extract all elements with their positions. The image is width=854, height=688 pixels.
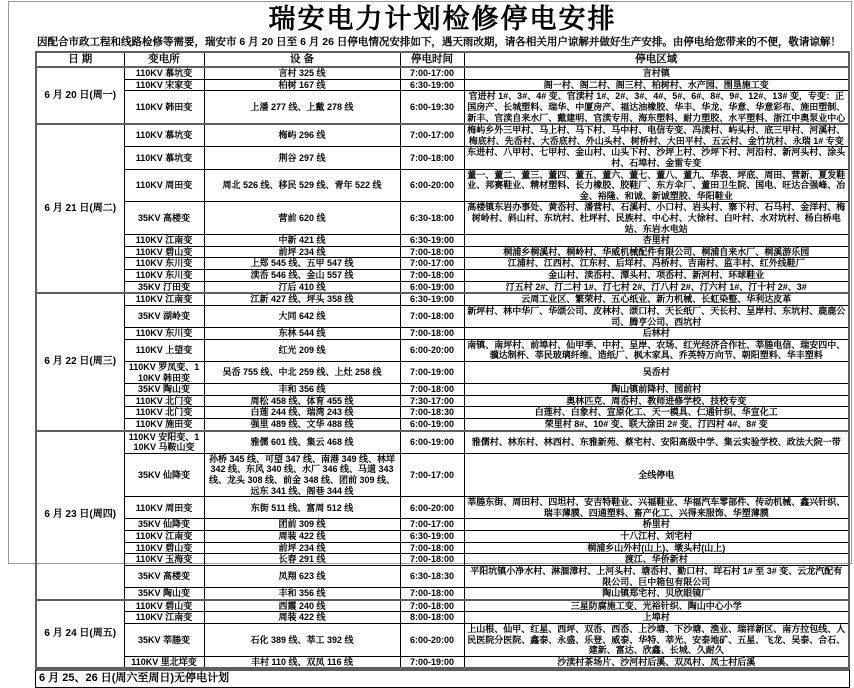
- equipment-cell: 江新 427 线、坪头 358 线: [204, 293, 400, 305]
- area-cell: 高楼镇东岩办事处、黄岙村、潘营村、石溪村、小口村、岩头村、寨下村、石马村、金洋村、梅树岭村、斜山村、东坑村、杜坪村、民族村、中心村、大徐村、白叶村、水对坑村、杨白桥电站、东岩水电站: [464, 202, 849, 235]
- time-cell: 6:00-20:00: [400, 169, 464, 202]
- equipment-cell: 丰和 356 线: [204, 384, 400, 396]
- substation-cell: 110KV 慕坑变: [124, 124, 204, 147]
- area-cell: 汀五村 2#、汀二村 1#、汀七村 2#、汀八村 2#、汀六村 1#、汀十村 2#、3#: [464, 281, 849, 293]
- time-cell: 6:00-19:30: [400, 91, 464, 124]
- substation-cell: 110KV 慕坑变: [124, 67, 204, 79]
- substation-cell: 35KV 湖岭变: [124, 305, 204, 327]
- schedule-row: [36, 419, 849, 431]
- time-cell: 7:00-18:00: [400, 384, 464, 396]
- substation-cell: 110KV 罗凤变、110KV 韩田变: [124, 361, 204, 383]
- time-cell: 7:00-19:00: [400, 656, 464, 668]
- substation-cell: 35KV 高楼变: [124, 202, 204, 235]
- time-cell: 6:30-19:00: [400, 79, 464, 91]
- substation-cell: 110KV 江南变: [124, 235, 204, 247]
- equipment-cell: 西霞 240 线: [204, 600, 400, 612]
- substation-cell: 35KV 仙降变: [124, 453, 204, 496]
- area-cell: 上埠村: [464, 612, 849, 624]
- area-cell: 金山村、渎岙村、潭头村、项岙村、新河村、环球鞋业: [464, 270, 849, 282]
- time-cell: 7:00-18:00: [400, 270, 464, 282]
- date-cell: 6 月 23 日(周四): [36, 431, 124, 600]
- schedule-row: [36, 270, 849, 282]
- area-cell: 十八江村、刘宅村: [464, 531, 849, 543]
- time-cell: 7:00-17:00: [400, 124, 464, 147]
- area-cell: 东进村、八甲村、七甲村、金山村、山头下村、沙坪上村、沙坪下村、河沿村、新河头村、涂头村、石埠村、金雷专变: [464, 147, 849, 169]
- equipment-cell: 团前 309 线: [204, 519, 400, 531]
- substation-cell: 35KV 莘塍变: [124, 623, 204, 656]
- schedule-row: [36, 281, 849, 293]
- schedule-row: [36, 246, 849, 258]
- area-cell: 梅屿乡外三甲村、马上村、马下村、马中村、电信专变、冯渎村、屿头村、底三甲村、河溪村、梅底村、先岙村、大岙底村、外山头村、树桥村、大田平村、五云村、金竹坑村、永瑞 1# 专变: [464, 124, 849, 147]
- substation-cell: 110KV 碧山变: [124, 542, 204, 554]
- schedule-row: [36, 656, 849, 668]
- substation-cell: 110KV 江南变: [124, 531, 204, 543]
- schedule-row: [36, 235, 849, 247]
- date-cell: 6 月 21 日(周二): [36, 124, 124, 293]
- equipment-cell: 吴岙 755 线、中北 259 线、上灶 258 线: [204, 361, 400, 383]
- area-cell: 桥里村: [464, 519, 849, 531]
- area-cell: 官进村 1#、3#、4# 变、官渎村 1#、2#、3#、4#、5#、6#、8#、9#、12#、13# 变，专变：正国房产、长城塑料、瑞华、中厦房产、福达油橡胶、华丰、华龙、华意、华意彩布、施田塑制、新丰、官渎自来水厂、戴建明、官渎专用、海东塑料、耐力塑胶、水平塑料、浙江中奥泵业中心: [464, 91, 849, 124]
- substation-cell: 35KV 高楼变: [124, 565, 204, 587]
- time-cell: 6:00-19:00: [400, 419, 464, 431]
- col-header-equipment: 设 备: [204, 52, 400, 67]
- col-header-area: 停电区域: [464, 52, 849, 67]
- schedule-row: [36, 361, 849, 383]
- time-cell: 6:30-19:00: [400, 235, 464, 247]
- area-cell: 后林村: [464, 328, 849, 340]
- substation-cell: 110KV 北门变: [124, 407, 204, 419]
- area-cell: 杏里村: [464, 235, 849, 247]
- schedule-row: [36, 407, 849, 419]
- area-cell: 雅儒村、林东村、林西村、东雅新苑、蔡宅村、安阳高级中学、集云实验学校、政法大院一带: [464, 431, 849, 454]
- area-cell: 桐浦乡桐溪村、桐岭村、华威机械配件有限公司、桐浦自来水厂、桐溪游乐园: [464, 246, 849, 258]
- time-cell: 7:00-18:30: [400, 407, 464, 419]
- col-header-substation: 变电所: [124, 52, 204, 67]
- time-cell: 7:00-18:00: [400, 588, 464, 600]
- substation-cell: 110KV 玉海变: [124, 554, 204, 566]
- schedule-row: [36, 497, 849, 519]
- area-cell: 云周工业区、繁荣村、五心纸业、新力机械、长虹染整、华利达皮革: [464, 293, 849, 305]
- equipment-cell: 前坪 234 线: [204, 246, 400, 258]
- equipment-cell: 周装 422 线: [204, 531, 400, 543]
- schedule-row: [36, 258, 849, 270]
- date-cell: 6 月 24 日(周五): [36, 600, 124, 669]
- schedule-row: [36, 124, 849, 147]
- page-content: [35, 3, 850, 688]
- area-cell: 陶山镇郑宅村、贝欣眼镜厂: [464, 588, 849, 600]
- substation-cell: 110KV 江南变: [124, 293, 204, 305]
- area-cell: 江浦村、江西村、江东村、后垟村、冯桥村、吉南村、监丰村、红外线鞋厂: [464, 258, 849, 270]
- schedule-row: [36, 623, 849, 656]
- equipment-cell: 丰和 356 线: [204, 588, 400, 600]
- time-cell: 7:00-17:00: [400, 519, 464, 531]
- schedule-row: [36, 431, 849, 454]
- area-cell: 白莲村、白象村、宣原化工、天一模具、仁通针织、华宣化工: [464, 407, 849, 419]
- time-cell: 6:00-19:00: [400, 281, 464, 293]
- equipment-cell: 中新 421 线: [204, 235, 400, 247]
- substation-cell: 110KV 江南变: [124, 612, 204, 624]
- page-subtitle: 因配合市政工程和线路检修等需要，瑞安市 6 月 20 日至 6 月 26 日停电情况安排如下，遇天雨改期，请各相关用户谅解并做好生产安排。由停电给您带来的不便，敬请谅解！: [37, 36, 850, 49]
- time-cell: 7:30-17:00: [400, 395, 464, 407]
- time-cell: 7:00-18:00: [400, 147, 464, 169]
- schedule-row: [36, 202, 849, 235]
- equipment-cell: 丰村 110 线、双凤 116 线: [204, 656, 400, 668]
- schedule-row: [36, 453, 849, 496]
- substation-cell: 35KV 仙降变: [124, 519, 204, 531]
- substation-cell: 110KV 上望变: [124, 339, 204, 361]
- outage-schedule-table: [35, 51, 850, 669]
- time-cell: 6:30-19:00: [400, 293, 464, 305]
- time-cell: 6:30-18:00: [400, 202, 464, 235]
- equipment-cell: 周松 458 线、体育 455 线: [204, 395, 400, 407]
- page-title: 瑞安电力计划检修停电安排: [35, 3, 850, 35]
- substation-cell: 35KV 汀田变: [124, 281, 204, 293]
- time-cell: 7:00-19:00: [400, 361, 464, 383]
- col-header-date: 日 期: [36, 52, 124, 67]
- area-cell: 沙渎村茶场片、沙河村后溪、双凤村、凤士村后溪: [464, 656, 849, 668]
- time-cell: 6:30-18:30: [400, 565, 464, 587]
- schedule-row: [36, 565, 849, 587]
- area-cell: 董一、董二、董三、董四、董五、董六、董七、董八、董九、华表、坪底、周田、营新、夏发鞋业、邦赛鞋业、精材塑料、长力橡胶、胶鞋厂、东方伞厂、董田卫生院、国电、旺达合强峰、冶金、裕隆、和诚、新诚塑胶、华阳鞋业: [464, 169, 849, 202]
- equipment-cell: 柏树 167 线: [204, 79, 400, 91]
- time-cell: 7:00-18:00: [400, 305, 464, 327]
- substation-cell: 110KV 碧山变: [124, 600, 204, 612]
- schedule-row: [36, 79, 849, 91]
- equipment-cell: 东林 544 线: [204, 328, 400, 340]
- substation-cell: 35KV 陶山变: [124, 588, 204, 600]
- substation-cell: 110KV 安阳变、110KV 马鞍山变: [124, 431, 204, 454]
- footer-note: 6 月 25、26 日(周六至周日)无停电计划: [35, 669, 850, 687]
- area-cell: 荣里村 8#、10# 变、联大涂田 2# 变、汀四村 4#、8# 变: [464, 419, 849, 431]
- area-cell: 吴岙村: [464, 361, 849, 383]
- substation-cell: 110KV 里北垟变: [124, 656, 204, 668]
- page-sheet: [8, 1, 852, 564]
- time-cell: 7:00-18:00: [400, 328, 464, 340]
- area-cell: 上山根、仙甲、红星、西坪、双岙、西岙、上沙塘、下沙塘、渔业、瑞祥新区、南方拉包线、人民医院分医院、鑫泰、永盛、乐登、威泰、华特、莘光、安泰地矿、五星、飞龙、吴泰、合石、建新、富达、欣鑫、长城、久耐久: [464, 623, 849, 656]
- equipment-cell: 白莲 244 线、瑞湾 243 线: [204, 407, 400, 419]
- time-cell: 7:00-17:00: [400, 67, 464, 79]
- schedule-row: [36, 339, 849, 361]
- schedule-row: [36, 531, 849, 543]
- time-cell: 6:00-20:00: [400, 497, 464, 519]
- substation-cell: 110KV 慕坑变: [124, 147, 204, 169]
- table-header-row: [36, 52, 849, 67]
- time-cell: 7:00-18:00: [400, 246, 464, 258]
- substation-cell: 110KV 韩田变: [124, 91, 204, 124]
- equipment-cell: 周北 526 线、移民 529 线、青年 522 线: [204, 169, 400, 202]
- equipment-cell: 石化 389 线、莘工 392 线: [204, 623, 400, 656]
- area-cell: 新坪村、林中华厂、华颂公司、皮林村、颂口村、天长纸厂、天长村、呈岸村、东坑村、鹿鹿公司、腾亨公司、西坑村: [464, 305, 849, 327]
- time-cell: 7:00-18:00: [400, 554, 464, 566]
- area-cell: 三星防腐施工变、光裕针织、陶山中心小学: [464, 600, 849, 612]
- schedule-row: [36, 384, 849, 396]
- area-cell: 奥林匹克、周岙村、教师进修学校、技校专变: [464, 395, 849, 407]
- equipment-cell: 言村 325 线: [204, 67, 400, 79]
- time-cell: 7:00-18:00: [400, 542, 464, 554]
- substation-cell: 110KV 北门变: [124, 395, 204, 407]
- substation-cell: 110KV 周田变: [124, 497, 204, 519]
- substation-cell: 110KV 碧山变: [124, 246, 204, 258]
- equipment-cell: 孙桥 345 线、可望 347 线、南港 349 线、林垟 342 线、东风 340 线、水厂 346 线、马道 343 线、龙头 308 线、前金 348 线、团前 309 线、远东 341 线、阁巷 344 线: [204, 453, 400, 496]
- schedule-row: [36, 328, 849, 340]
- equipment-cell: 雅儒 601 线、集云 468 线: [204, 431, 400, 454]
- time-cell: 6:00-19:00: [400, 431, 464, 454]
- equipment-cell: 凤翔 623 线: [204, 565, 400, 587]
- equipment-cell: 荆谷 297 线: [204, 147, 400, 169]
- area-cell: 阁一村、阁二村、阁三村、柏树村、水产园、围垦施工变: [464, 79, 849, 91]
- equipment-cell: 营前 620 线: [204, 202, 400, 235]
- substation-cell: 110KV 施田变: [124, 419, 204, 431]
- substation-cell: 110KV 宋家变: [124, 79, 204, 91]
- time-cell: 7:00-17:00: [400, 453, 464, 496]
- area-cell: 南镇、南坪村、前埠村、仙甲季、中村、呈岸、农场、红光经济合作社、莘塍电信、瑞安四中、骥达制杯、莘民玻璃纤维、造纸厂、枫木家具、乔英特万向节、朝阳塑料、华丰塑料: [464, 339, 849, 361]
- schedule-row: [36, 588, 849, 600]
- schedule-row: [36, 293, 849, 305]
- equipment-cell: 红光 209 线: [204, 339, 400, 361]
- time-cell: 6:00-20:00: [400, 339, 464, 361]
- equipment-cell: 强里 489 线、文华 488 线: [204, 419, 400, 431]
- substation-cell: 35KV 陶山变: [124, 384, 204, 396]
- schedule-row: [36, 519, 849, 531]
- substation-cell: 110KV 东川变: [124, 328, 204, 340]
- area-cell: 言村镇: [464, 67, 849, 79]
- equipment-cell: 东街 511 线、富周 512 线: [204, 497, 400, 519]
- area-cell: 莘塍东街、周田村、四坦村、安吉特鞋业、兴福鞋业、华福汽车零部件、传动机械、鑫兴针织、瑞丰薄膜、四通塑料、畜产化工、兴得来服饰、华塑薄膜: [464, 497, 849, 519]
- schedule-row: [36, 169, 849, 202]
- area-cell: 陶山镇前降村、园前村: [464, 384, 849, 396]
- schedule-row: [36, 305, 849, 327]
- schedule-row: [36, 554, 849, 566]
- equipment-cell: 梅屿 296 线: [204, 124, 400, 147]
- equipment-cell: 汀后 410 线: [204, 281, 400, 293]
- substation-cell: 110KV 周田变: [124, 169, 204, 202]
- area-cell: 桐浦乡山外村(山上)、墩头村(山上): [464, 542, 849, 554]
- schedule-row: [36, 67, 849, 79]
- time-cell: 7:00-17:00: [400, 258, 464, 270]
- time-cell: 6:00-20:00: [400, 623, 464, 656]
- schedule-row: [36, 395, 849, 407]
- area-cell: 渡江、华侨新村: [464, 554, 849, 566]
- schedule-row: [36, 542, 849, 554]
- equipment-cell: 长春 291 线: [204, 554, 400, 566]
- area-cell: 全线停电: [464, 453, 849, 496]
- schedule-row: [36, 600, 849, 612]
- col-header-time: 停电时间: [400, 52, 464, 67]
- date-cell: 6 月 22 日(周三): [36, 293, 124, 430]
- schedule-row: [36, 612, 849, 624]
- equipment-cell: 渎岙 546 线、金山 557 线: [204, 270, 400, 282]
- time-cell: 6:30-19:00: [400, 531, 464, 543]
- equipment-cell: 前坪 234 线: [204, 542, 400, 554]
- schedule-row: [36, 91, 849, 124]
- schedule-row: [36, 147, 849, 169]
- equipment-cell: 上郑 545 线、五甲 547 线: [204, 258, 400, 270]
- substation-cell: 110KV 东川变: [124, 270, 204, 282]
- equipment-cell: 上潘 277 线、上戴 278 线: [204, 91, 400, 124]
- time-cell: 7:00-18:00: [400, 600, 464, 612]
- area-cell: 平阳坑镇小净水村、淋涸漳村、上河头村、塘岙村、勤口村、垟石村 1# 至 3# 变、云龙汽配有限公司、巨中箱包有限公司: [464, 565, 849, 587]
- time-cell: 8:00-18:00: [400, 612, 464, 624]
- equipment-cell: 周装 422 线: [204, 612, 400, 624]
- substation-cell: 110KV 东川变: [124, 258, 204, 270]
- equipment-cell: 大同 642 线: [204, 305, 400, 327]
- date-cell: 6 月 20 日(周一): [36, 67, 124, 124]
